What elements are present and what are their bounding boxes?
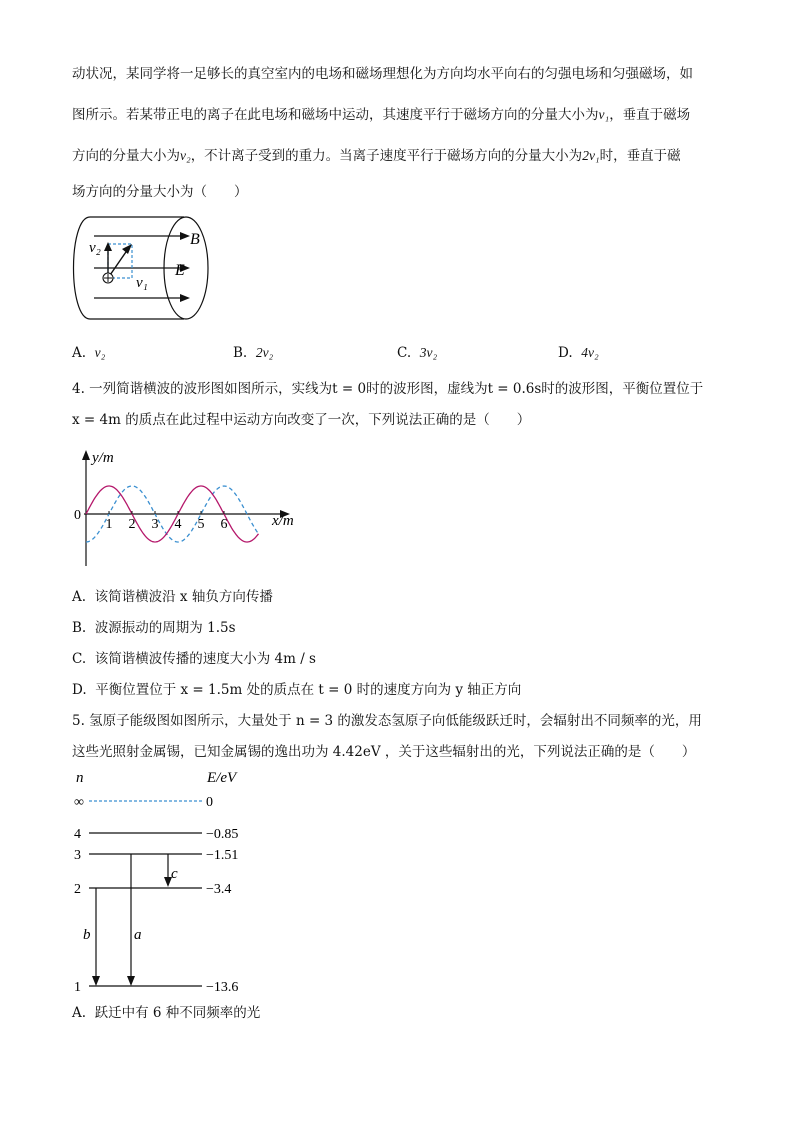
q3-option-d[interactable]: D. 4v₂	[558, 345, 599, 361]
q5-stem-line-1: 5. 氢原子能级图如图所示，大量处于 n = 3 的激发态氢原子向低能级跃迁时，会辐射出不同频率的光，用	[72, 713, 702, 729]
energy-level-value: −1.51	[206, 848, 239, 863]
field-arrow-1	[180, 232, 190, 240]
wave-origin: 0	[74, 508, 81, 523]
q5-option-a[interactable]: A. 跃迁中有 6 种不同频率的光	[72, 1005, 261, 1021]
q4-option-a[interactable]: A. 该简谐横波沿 x 轴负方向传播	[72, 589, 273, 605]
energy-level-value: −13.6	[206, 980, 239, 995]
q4-option-c[interactable]: C. 该简谐横波传播的速度大小为 4m / s	[72, 651, 316, 667]
energy-level-n: 1	[74, 980, 81, 995]
label-v2: v₂	[89, 240, 101, 256]
q3-line-4: 场方向的分量大小为（ ）	[72, 184, 248, 200]
q4-option-b[interactable]: B. 波源振动的周期为 1.5s	[72, 620, 236, 636]
label-B: B	[190, 231, 200, 248]
wave-x-tick-label: 5	[197, 517, 205, 532]
q3-line-3-mid: ，不计离子受到的重力。当离子速度平行于磁场方向的分量大小为	[190, 148, 583, 164]
wave-x-label: x/m	[272, 513, 294, 529]
energy-level-n: 2	[74, 882, 81, 897]
label-E: E	[175, 262, 185, 279]
label-v1: v₁	[136, 275, 148, 291]
q3-line-3	[72, 146, 681, 166]
q3-option-a[interactable]: A. v₂	[72, 345, 106, 361]
q5-energy-level-figure	[72, 770, 272, 995]
energy-level-n: ∞	[74, 795, 84, 810]
q3-2v1: 2v₁	[582, 148, 600, 163]
wave-y-label: y/m	[92, 450, 114, 466]
q3-line-2-tail: ，垂直于磁场	[609, 107, 691, 123]
q3-line-2	[72, 105, 690, 125]
wave-x-tick-label: 2	[128, 517, 136, 532]
q4-stem-line-1: 4. 一列简谐横波的波形图如图所示，实线为t = 0时的波形图，虚线为t = 0.6s时的波形图，平衡位置位于	[72, 381, 704, 397]
transition-b-label: b	[83, 927, 91, 943]
energy-n-label: n	[76, 770, 84, 786]
transition-b-arrowhead	[92, 976, 100, 986]
energy-level-n: 3	[74, 848, 81, 863]
cylinder-left-arc	[74, 217, 91, 319]
v-resultant-arrowhead	[122, 244, 132, 254]
energy-level-n: 4	[74, 827, 81, 842]
wave-x-tick-label: 1	[105, 517, 113, 532]
q4-stem-line-2: x = 4m 的质点在此过程中运动方向改变了一次，下列说法正确的是（ ）	[72, 412, 531, 428]
transition-c-label: c	[171, 866, 178, 882]
field-arrow-3	[180, 294, 190, 302]
q3-line-3-text: 方向的分量大小为	[72, 148, 180, 164]
q3-line-3-tail: 时，垂直于磁	[599, 148, 681, 164]
energy-level-value: 0	[206, 795, 213, 810]
q3-v2: v₂	[180, 148, 191, 163]
v2-arrowhead	[104, 242, 112, 251]
wave-x-tick-label: 6	[220, 517, 228, 532]
q4-wave-figure	[72, 444, 312, 570]
wave-x-tick-label: 4	[174, 517, 182, 532]
energy-e-label: E/eV	[207, 770, 237, 786]
transition-a-arrowhead	[127, 976, 135, 986]
transition-a-label: a	[134, 927, 142, 943]
q3-option-c[interactable]: C. 3v₂	[397, 345, 438, 361]
q4-option-d[interactable]: D. 平衡位置位于 x = 1.5m 处的质点在 t = 0 时的速度方向为 y 轴正方向	[72, 682, 522, 698]
energy-level-value: −0.85	[206, 827, 239, 842]
q5-stem-line-2: 这些光照射金属锡，已知金属锡的逸出功为 4.42eV ，关于这些辐射出的光，下列说法正确的是（ ）	[72, 744, 696, 760]
q3-cylinder-figure	[72, 212, 222, 324]
q3-line-2-text: 图所示。若某带正电的离子在此电场和磁场中运动，其速度平行于磁场方向的分量大小为	[72, 107, 599, 123]
q3-option-b[interactable]: B. 2v₂	[233, 345, 274, 361]
q3-v1: v₁	[598, 107, 610, 122]
q3-line-1: 动状况，某同学将一足够长的真空室内的电场和磁场理想化为方向均水平向右的匀强电场和匀强磁场，如	[72, 66, 693, 82]
wave-x-tick-label: 3	[151, 517, 159, 532]
energy-level-value: −3.4	[206, 882, 232, 897]
wave-y-arrowhead	[82, 450, 90, 460]
